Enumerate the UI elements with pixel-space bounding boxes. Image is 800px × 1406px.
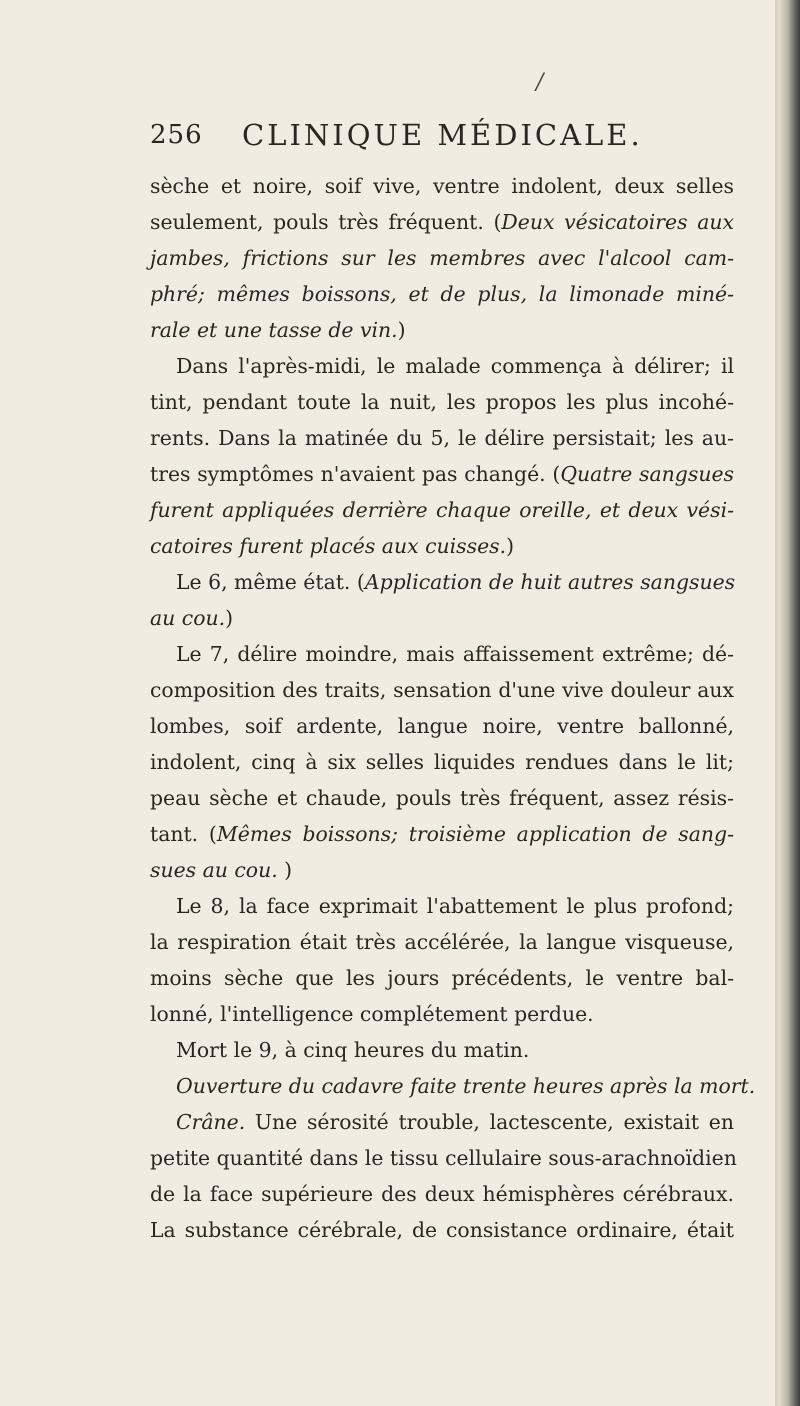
text-run: indolent, cinq à six selles liquides rendues dans le lit; bbox=[150, 750, 734, 774]
text-run: ) bbox=[225, 606, 234, 630]
italic-text: au cou. bbox=[150, 606, 226, 630]
text-line bbox=[150, 744, 734, 780]
text-line bbox=[150, 780, 734, 816]
text-line bbox=[150, 1068, 756, 1104]
italic-text: furent appliquées derrière chaque oreille, et deux vési- bbox=[150, 498, 734, 522]
text-run: Le 6, même état. ( bbox=[176, 570, 365, 594]
top-mark: / bbox=[536, 70, 544, 95]
text-line bbox=[150, 348, 734, 384]
text-run: de la face supérieure des deux hémisphères cérébraux. bbox=[150, 1182, 734, 1206]
body-text bbox=[150, 168, 756, 1248]
text-run: Une sérosité trouble, lactescente, existait en bbox=[245, 1110, 734, 1134]
text-line bbox=[150, 276, 734, 312]
text-line bbox=[150, 636, 734, 672]
text-line bbox=[150, 924, 734, 960]
text-run: Le 8, la face exprimait l'abattement le plus profond; bbox=[176, 894, 734, 918]
text-run: lombes, soif ardente, langue noire, ventre ballonné, bbox=[150, 714, 734, 738]
text-line bbox=[150, 672, 734, 708]
page-header bbox=[150, 118, 750, 158]
italic-text: Application de huit autres sangsues bbox=[364, 570, 736, 594]
italic-text: Crâne. bbox=[176, 1110, 246, 1134]
text-line bbox=[150, 204, 734, 240]
italic-text: Deux vésicatoires aux bbox=[501, 210, 735, 234]
text-line bbox=[150, 996, 734, 1032]
text-run: tant. ( bbox=[150, 822, 217, 846]
text-line bbox=[150, 888, 734, 924]
italic-text: phré; mêmes boissons, et de plus, la limonade miné- bbox=[150, 282, 734, 306]
running-title: CLINIQUE MÉDICALE. bbox=[242, 118, 643, 152]
text-run: Le 7, délire moindre, mais affaissement extrême; dé- bbox=[176, 642, 734, 666]
text-run: tres symptômes n'avaient pas changé. ( bbox=[150, 462, 561, 486]
italic-text: Mêmes boissons; troisième application de sang- bbox=[216, 822, 734, 846]
text-line bbox=[150, 1212, 734, 1248]
text-line bbox=[150, 1104, 734, 1140]
text-line bbox=[150, 1032, 734, 1068]
italic-text: Ouverture du cadavre faite trente heures après la mort. bbox=[176, 1074, 756, 1098]
text-line bbox=[150, 852, 734, 888]
italic-text: jambes, frictions sur les membres avec l'alcool cam- bbox=[150, 246, 734, 270]
text-run: ) bbox=[277, 858, 293, 882]
italic-text: rale et une tasse de vin. bbox=[150, 318, 398, 342]
text-line bbox=[150, 312, 734, 348]
text-run: sèche et noire, soif vive, ventre indolent, deux selles bbox=[150, 174, 734, 198]
text-line bbox=[150, 708, 734, 744]
text-run: La substance cérébrale, de consistance ordinaire, était bbox=[150, 1218, 734, 1242]
page-edge-shadow bbox=[778, 0, 800, 1406]
text-run: ) bbox=[397, 318, 406, 342]
text-line bbox=[150, 456, 734, 492]
text-run: moins sèche que les jours précédents, le ventre bal- bbox=[150, 966, 734, 990]
text-run: lonné, l'intelligence complétement perdue. bbox=[150, 1002, 594, 1026]
text-run: peau sèche et chaude, pouls très fréquent, assez résis- bbox=[150, 786, 734, 810]
text-line bbox=[150, 1176, 734, 1212]
text-run: petite quantité dans le tissu cellulaire sous-arachnoïdien bbox=[150, 1146, 737, 1170]
italic-text: catoires furent placés aux cuisses. bbox=[150, 534, 507, 558]
text-run: tint, pendant toute la nuit, les propos les plus incohé- bbox=[150, 390, 734, 414]
text-run: seulement, pouls très fréquent. ( bbox=[150, 210, 502, 234]
text-run: ) bbox=[506, 534, 515, 558]
text-line bbox=[150, 600, 734, 636]
text-run: Dans l'après-midi, le malade commença à délirer; il bbox=[176, 354, 734, 378]
text-line bbox=[150, 240, 734, 276]
text-line bbox=[150, 168, 734, 204]
text-line bbox=[150, 1140, 737, 1176]
text-run: la respiration était très accélérée, la langue visqueuse, bbox=[150, 930, 734, 954]
italic-text: Quatre sangsues bbox=[560, 462, 734, 486]
text-line bbox=[150, 384, 734, 420]
text-line bbox=[150, 960, 734, 996]
text-run: composition des traits, sensation d'une vive douleur aux bbox=[150, 678, 734, 702]
text-run: rents. Dans la matinée du 5, le délire persistait; les au- bbox=[150, 426, 734, 450]
text-line bbox=[150, 492, 734, 528]
text-line bbox=[150, 816, 734, 852]
text-run: Mort le 9, à cinq heures du matin. bbox=[176, 1038, 530, 1062]
text-line bbox=[150, 420, 734, 456]
page-number: 256 bbox=[150, 120, 203, 150]
text-line bbox=[150, 564, 734, 600]
text-line bbox=[150, 528, 734, 564]
italic-text: sues au cou. bbox=[150, 858, 278, 882]
